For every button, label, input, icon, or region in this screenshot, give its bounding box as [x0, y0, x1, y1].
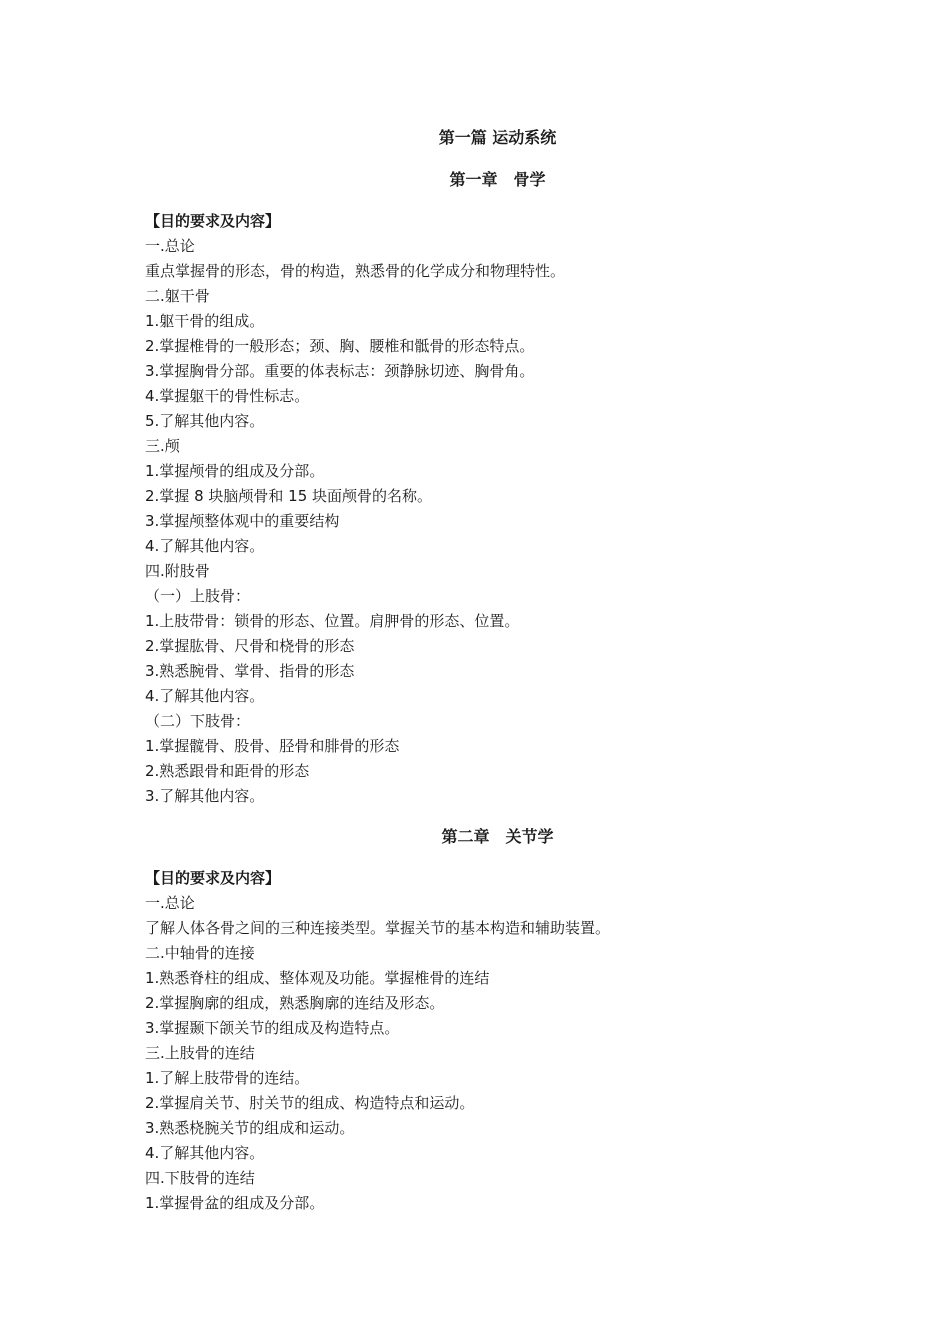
content-line: （一）上肢骨： — [145, 587, 251, 605]
chapter2-content — [145, 866, 865, 1216]
content-line: 一.总论 — [145, 894, 195, 912]
content-line: 2.熟悉跟骨和距骨的形态 — [145, 762, 310, 780]
content-line: 2.掌握肩关节、肘关节的组成、构造特点和运动。 — [145, 1094, 475, 1112]
content-line: 1.掌握颅骨的组成及分部。 — [145, 462, 325, 480]
content-line: 四.下肢骨的连结 — [145, 1169, 255, 1187]
section-heading: 【目的要求及内容】 — [145, 869, 281, 887]
content-line: 1.了解上肢带骨的连结。 — [145, 1069, 310, 1087]
content-line: 1.掌握髋骨、股骨、胫骨和腓骨的形态 — [145, 737, 400, 755]
content-line: 3.了解其他内容。 — [145, 787, 265, 805]
content-line: 四.附肢骨 — [145, 562, 210, 580]
content-line: 3.掌握胸骨分部。重要的体表标志：颈静脉切迹、胸骨角。 — [145, 362, 535, 380]
content-line: （二）下肢骨： — [145, 712, 251, 730]
content-line: 4.了解其他内容。 — [145, 687, 265, 705]
content-line: 5.了解其他内容。 — [145, 412, 265, 430]
content-line: 二.躯干骨 — [145, 287, 210, 305]
content-line: 1.熟悉脊柱的组成、整体观及功能。掌握椎骨的连结 — [145, 969, 490, 987]
content-line: 2.掌握 8 块脑颅骨和 15 块面颅骨的名称。 — [145, 487, 433, 505]
content-line: 重点掌握骨的形态，骨的构造，熟悉骨的化学成分和物理特性。 — [145, 262, 566, 280]
content-line: 4.了解其他内容。 — [145, 1144, 265, 1162]
content-line: 2.掌握肱骨、尺骨和桡骨的形态 — [145, 637, 355, 655]
content-line: 3.熟悉桡腕关节的组成和运动。 — [145, 1119, 355, 1137]
content-line: 一.总论 — [145, 237, 195, 255]
content-line: 3.掌握颞下颌关节的组成及构造特点。 — [145, 1019, 400, 1037]
chapter1-content — [145, 209, 865, 809]
content-line: 4.了解其他内容。 — [145, 537, 265, 555]
chapter1-title: 第一章 骨学 — [449, 170, 546, 189]
content-line: 了解人体各骨之间的三种连接类型。掌握关节的基本构造和辅助装置。 — [145, 919, 611, 937]
content-line: 2.掌握胸廓的组成，熟悉胸廓的连结及形态。 — [145, 994, 445, 1012]
content-line: 4.掌握躯干的骨性标志。 — [145, 387, 310, 405]
content-line: 三.上肢骨的连结 — [145, 1044, 255, 1062]
content-line: 1.上肢带骨：锁骨的形态、位置。肩胛骨的形态、位置。 — [145, 612, 520, 630]
part-title: 第一篇 运动系统 — [438, 128, 557, 147]
content-line: 三.颅 — [145, 437, 180, 455]
content-line: 二.中轴骨的连接 — [145, 944, 255, 962]
content-line: 3.掌握颅整体观中的重要结构 — [145, 512, 340, 530]
section-heading: 【目的要求及内容】 — [145, 212, 281, 230]
content-line: 2.掌握椎骨的一般形态；颈、胸、腰椎和骶骨的形态特点。 — [145, 337, 535, 355]
content-line: 1.掌握骨盆的组成及分部。 — [145, 1194, 325, 1212]
chapter2-title: 第二章 关节学 — [441, 827, 554, 846]
content-line: 3.熟悉腕骨、掌骨、指骨的形态 — [145, 662, 355, 680]
content-line: 1.躯干骨的组成。 — [145, 312, 265, 330]
